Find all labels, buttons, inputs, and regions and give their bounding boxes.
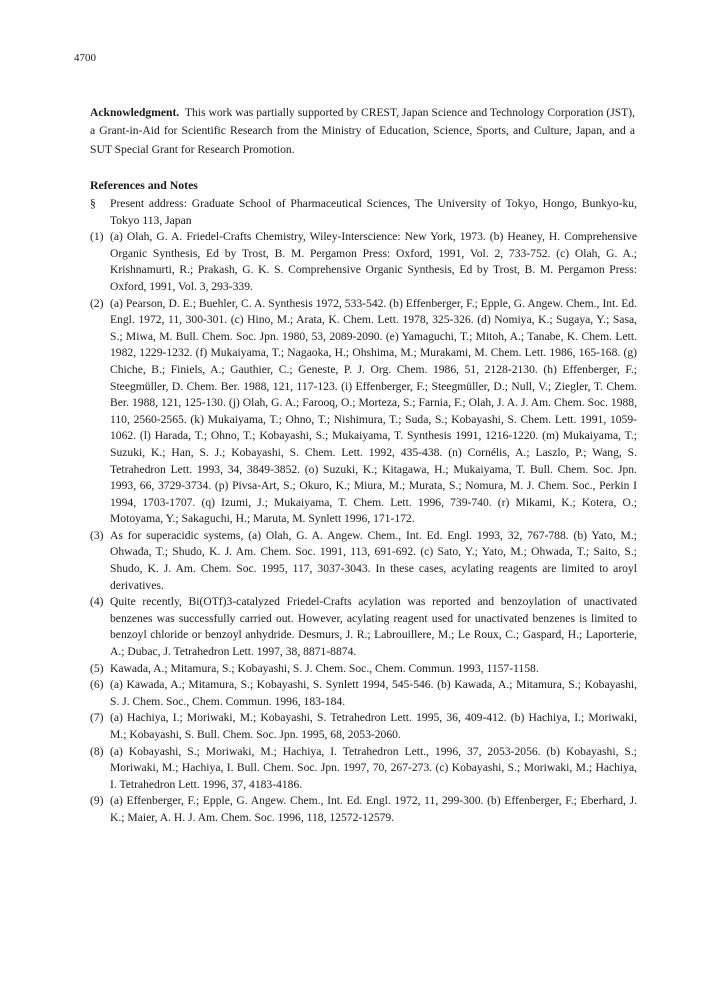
reference-number: (9) xyxy=(90,794,104,808)
reference-number: (8) xyxy=(90,744,104,758)
reference-item xyxy=(90,661,637,678)
reference-number: (7) xyxy=(90,711,104,725)
reference-text: (a) Effenberger, F.; Epple, G. Angew. Chem., Int. Ed. Engl. 1972, 11, 299-300. (b) Effenberger, F.; Eberhard, J. K.; Maier, A. H. J. Am. Chem. Soc. 1996, 118, 12572-12579. xyxy=(110,794,637,824)
reference-text: Present address: Graduate School of Pharmaceutical Sciences, The University of Tokyo, Hongo, Bunkyo-ku, Tokyo 113, Japan xyxy=(110,197,637,227)
references-heading: References and Notes xyxy=(90,178,198,192)
reference-item xyxy=(90,677,637,710)
reference-text: Kawada, A.; Mitamura, S.; Kobayashi, S. J. Chem. Soc., Chem. Commun. 1993, 1157-1158. xyxy=(110,661,539,675)
acknowledgment-paragraph xyxy=(90,104,635,159)
reference-text: (a) Pearson, D. E.; Buehler, C. A. Synthesis 1972, 533-542. (b) Effenberger, F.; Epple, G. Angew. Chem., Int. Ed. Engl. 1972, 11, 300-301. (c) Hino, M.; Arata, K. Chem. Lett. 1978, 325-326. (d) Nomiya, K.; Sugaya, Y.; Sasa, S.; Miwa, M. Bull. Chem. Soc. Jpn. 1980, 53, 2089-2090. (e) Yamaguchi, T.; Mitoh, A.; Tanabe, K. Chem. Lett. 1982, 1229-1232. (f) Mukaiyama, T.; Nagaoka, H.; Ohshima, M.; Murakami, M. Chem. Lett. 1986, 165-168. (g) Chiche, B.; Finiels, A.; Gauthier, C.; Geneste, P. J. Org. Chem. 1986, 51, 2128-2130. (h) Effenberger, F.; Steegmüller, D. Chem. Ber. 1988, 121, 117-123. (i) Effenberger, F.; Steegmüller, D.; Null, V.; Ziegler, T. Chem. Ber. 1988, 121, 125-130. (j) Olah, G. A.; Farooq, O.; Morteza, S.; Farnia, F.; Olah, J. A. J. Am. Chem. Soc. 1988, 110, 2560-2565. (k) Mukaiyama, T.; Ohno, T.; Nishimura, T.; Suda, S.; Kobayashi, S. Chem. Lett. 1991, 1059-1062. (l) Harada, T.; Ohno, T.; Kobayashi, S.; Mukaiyama, T. Synthesis 1991, 1216-1220. (m) Mukaiyama, T.; Suzuki, K.; Han, S. J.; Kobayashi, S. Chem. Lett. 1992, 435-438. (n) Cornélis, A.; Laszlo, P.; Wang, S. Tetrahedron Lett. 1993, 34, 3849-3852. (o) Suzuki, K.; Kitagawa, H.; Mukaiyama, T. Bull. Chem. Soc. Jpn. 1993, 66, 3729-3734. (p) Pivsa-Art, S.; Okuro, K.; Miura, M.; Murata, S.; Nomura, M. J. Chem. Soc., Perkin I 1994, 1703-1707. (q) Izumi, J.; Mukaiyama, T. Chem. Lett. 1996, 739-740. (r) Mikami, K.; Kotera, O.; Motoyama, Y.; Sakaguchi, H.; Maruta, M. Synlett 1996, 171-172. xyxy=(110,296,637,526)
reference-text: (a) Hachiya, I.; Moriwaki, M.; Kobayashi, S. Tetrahedron Lett. 1995, 36, 409-412. (b) Hachiya, I.; Moriwaki, M.; Kobayashi, S. Bull. Chem. Soc. Jpn. 1995, 68, 2053-2060. xyxy=(110,711,637,741)
reference-item xyxy=(90,229,637,295)
reference-number: (1) xyxy=(90,230,104,244)
references-list xyxy=(90,196,637,827)
page-number: 4700 xyxy=(74,52,96,64)
reference-item xyxy=(90,296,637,528)
reference-number: (4) xyxy=(90,595,104,609)
reference-text: (a) Kobayashi, S.; Moriwaki, M.; Hachiya, I. Tetrahedron Lett., 1996, 37, 2053-2056. (b) Kobayashi, S.; Moriwaki, M.; Hachiya, I. Bull. Chem. Soc. Jpn. 1997, 70, 267-273. (c) Kobayashi, S.; Moriwaki, M.; Hachiya, I. Tetrahedron Lett. 1996, 37, 4183-4186. xyxy=(110,744,637,791)
reference-item xyxy=(90,196,637,229)
reference-item xyxy=(90,528,637,594)
acknowledgment-heading: Acknowledgment. xyxy=(90,106,180,119)
reference-number: § xyxy=(90,197,96,210)
reference-number: (2) xyxy=(90,296,104,310)
reference-number: (3) xyxy=(90,528,104,542)
reference-text: Quite recently, Bi(OTf)3-catalyzed Friedel-Crafts acylation was reported and benzoylation of unactivated benzenes was successfully carried out. However, acylating reagent used for unactivated benzenes is limited to benzoyl chloride or benzoyl anhydride. Desmurs, J. R.; Labrouillere, M.; Le Roux, C.; Gaspard, H.; Laporterie, A.; Dubac, J. Tetrahedron Lett. 1997, 38, 8871-8874. xyxy=(110,595,637,659)
reference-text: As for superacidic systems, (a) Olah, G. A. Angew. Chem., Int. Ed. Engl. 1993, 32, 767-788. (b) Yato, M.; Ohwada, T.; Shudo, K. J. Am. Chem. Soc. 1991, 113, 691-692. (c) Sato, Y.; Yato, M.; Ohwada, T.; Saito, S.; Shudo, K. J. Am. Chem. Soc. 1995, 117, 3037-3043. In these cases, acylating reagents are limited to aroyl derivatives. xyxy=(110,528,637,592)
reference-item xyxy=(90,793,637,826)
reference-text: (a) Kawada, A.; Mitamura, S.; Kobayashi, S. Synlett 1994, 545-546. (b) Kawada, A.; Mitamura, S.; Kobayashi, S. J. Chem. Soc., Chem. Commun. 1996, 183-184. xyxy=(110,678,637,708)
reference-number: (6) xyxy=(90,678,104,692)
reference-item xyxy=(90,594,637,660)
reference-text: (a) Olah, G. A. Friedel-Crafts Chemistry, Wiley-Interscience: New York, 1973. (b) Heaney, H. Comprehensive Organic Synthesis, Ed by Trost, B. M. Pergamon Press: Oxford, 1991, Vol. 2, 733-752. (c) Olah, G. A.; Krishnamurti, R.; Prakash, G. K. S. Comprehensive Organic Synthesis, Ed by Trost, B. M. Pergamon Press: Oxford, 1991, Vol. 3, 293-339. xyxy=(110,230,637,293)
reference-number: (5) xyxy=(90,661,104,675)
reference-item xyxy=(90,710,637,743)
acknowledgment-text: This work was partially supported by CREST, Japan Science and Technology Corporation (JST), a Grant-in-Aid for Scientific Research from the Ministry of Education, Science, Sports, and Culture, Japan, and a SUT Special Grant for Research Promotion. xyxy=(90,106,636,156)
reference-item xyxy=(90,744,637,794)
